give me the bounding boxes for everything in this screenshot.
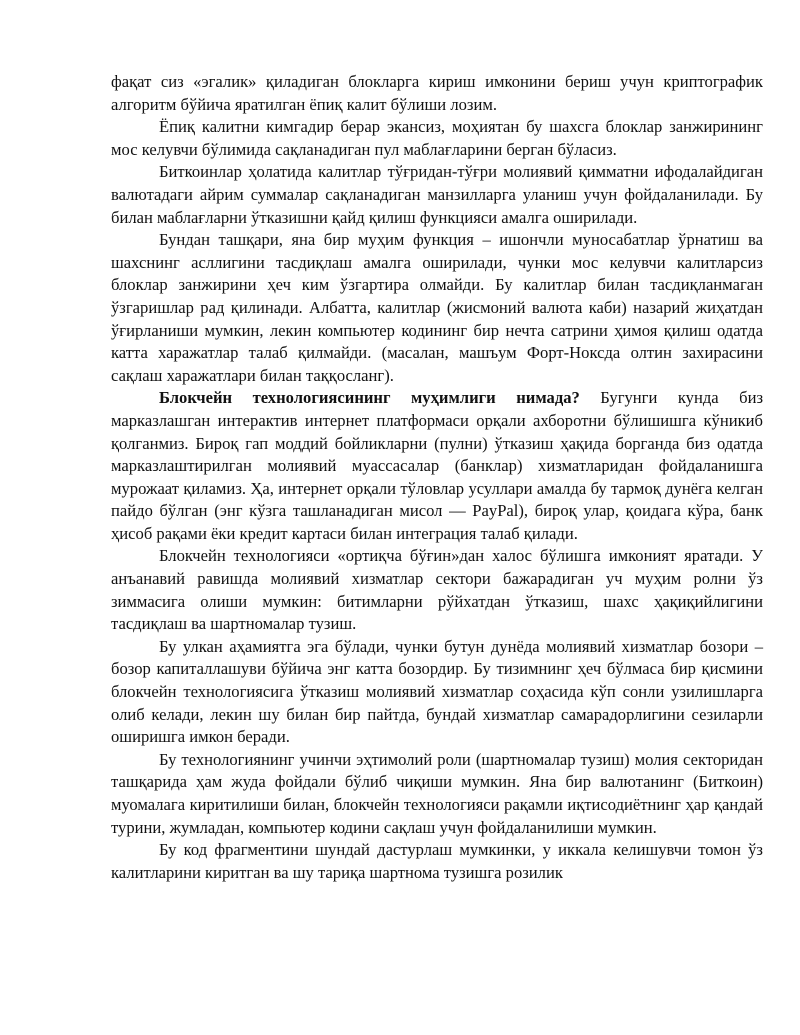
paragraph-2 (111, 116, 763, 161)
paragraph-text: Биткоинлар ҳолатида калитлар тўғридан-тўғри молиявий қимматни ифодалайдиган валютадаги айрим суммалар сақланадиган манзилларга уланиш учун фойдаланилади. Бу билан маблағларни ўтказишни қайд қилиш функцияси амалга оширилади. (111, 162, 763, 227)
paragraph-7 (111, 636, 763, 749)
paragraph-text: Бугунги кунда биз марказлашган интерактив интернет платформаси орқали ахборотни бўлишишга кўникиб қолганмиз. Бироқ гап моддий бойликларни (пулни) ўтказиш ҳақида борганда биз одатда марказлаштирилган молиявий муассасалар (банклар) хизматларидан фойдаланишга мурожаат қиламиз. Ҳа, интернет орқали тўловлар усуллари амалда бу тармоқ дунёга келган пайдо бўлган (энг кўзга ташланадиган мисол — PayPal), бироқ улар, қоидага кўра, банк ҳисоб рақами ёки кредит картаси билан интеграция талаб қилади. (111, 388, 764, 543)
paragraph-text: Бундан ташқари, яна бир муҳим функция – ишончли муносабатлар ўрнатиш ва шахснинг асллигини тасдиқлаш амалга оширилади, чунки мос келувчи калитларсиз блоклар занжирини ҳеч ким ўзгартира олмайди. Бу калитлар билан тасдиқланмаган ўзгаришлар рад қилинади. Албатта, калитлар (жисмоний валюта каби) назарий жиҳатдан ўғирланиши мумкин, лекин компьютер кодининг бир нечта сатрини ҳимоя қилиш одатда катта харажатлар талаб қилмайди. (масалан, машъум Форт-Ноксда олтин захирасини сақлаш харажатлари билан таққосланг). (111, 230, 763, 385)
document-page (111, 71, 763, 884)
paragraph-text: Ёпиқ калитни кимгадир берар экансиз, моҳиятан бу шахсга блоклар занжирининг мос келувчи бўлимида сақланадиган пул маблағларини берган бўласиз. (111, 117, 763, 159)
paragraph-9 (111, 839, 763, 884)
paragraph-5 (111, 387, 763, 545)
paragraph-text: Бу улкан аҳамиятга эга бўлади, чунки бутун дунёда молиявий хизматлар бозори – бозор капиталлашуви бўйича энг катта бозордир. Бу тизимнинг ҳеч бўлмаса бир қисмини блокчейн технологиясига ўтказиш молиявий хизматлар соҳасида кўп сонли узилишларга олиб келади, лекин шу билан бир пайтда, бундай хизматлар самарадорлигини сезиларли оширишга имкон беради. (111, 636, 763, 747)
paragraph-text: Бу технологиянинг учинчи эҳтимолий роли (шартномалар тузиш) молия секторидан ташқарида ҳам жуда фойдали бўлиб чиқиши мумкин. Яна бир валютанинг (Биткоин) муомалага киритилиши билан, блокчейн технологияси рақамли иқтисодиётнинг ҳар қандай турини, жумладан, компьютер кодини сақлаш учун фойдаланилиши мумкин. (111, 749, 763, 837)
paragraph-text: Блокчейн технологияси «ортиқча бўғин»дан халос бўлишга имконият яратади. У анъанавий равишда молиявий хизматлар сектори бажарадиган уч муҳим ролни ўз зиммасига олиши мумкин: битимларни рўйхатдан ўтказиш, шахс ҳақиқийлигини тасдиқлаш ва шартномалар тузиш. (111, 546, 763, 634)
paragraph-1 (111, 71, 763, 116)
paragraph-4 (111, 229, 763, 387)
paragraph-text: Бу код фрагментини шундай дастурлаш мумкинки, у иккала келишувчи томон ўз калитларини киритган ва шу тариқа шартнома тузишга розилик (111, 840, 763, 882)
paragraph-8 (111, 749, 763, 839)
paragraph-text: фақат сиз «эгалик» қиладиган блокларга кириш имконини бериш учун криптографик алгоритм бўйича яратилган ёпиқ калит бўлиши лозим. (111, 72, 763, 114)
paragraph-3 (111, 161, 763, 229)
section-heading: Блокчейн технологиясининг муҳимлиги нимада? (159, 388, 580, 408)
paragraph-6 (111, 545, 763, 635)
